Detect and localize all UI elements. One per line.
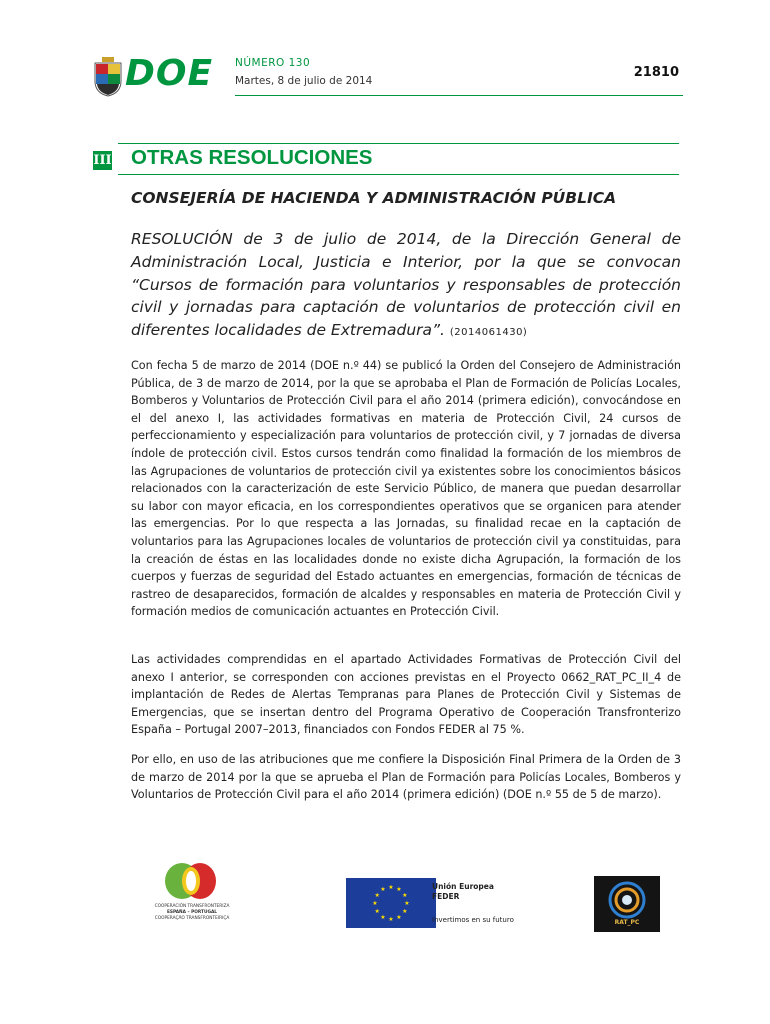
ministry-heading: CONSEJERÍA DE HACIENDA Y ADMINISTRACIÓN PÚBLICA: [131, 189, 617, 207]
eu-label-line2: FEDER: [432, 892, 460, 901]
eu-star: ★: [396, 913, 402, 921]
eu-star: ★: [404, 900, 410, 907]
section-divider-bottom: [118, 174, 679, 175]
eu-label: [432, 882, 494, 902]
coop-text-line2: ESPAÑA – PORTUGAL: [166, 910, 218, 915]
eu-star: ★: [380, 913, 386, 921]
rat-pc-logo: [594, 876, 660, 932]
resolution-title: [131, 228, 681, 345]
eu-star: ★: [402, 892, 408, 899]
eu-star: ★: [374, 892, 380, 899]
coop-text-line1: COOPERACIÓN TRANSFRONTERIZA: [154, 904, 230, 909]
eu-star: ★: [372, 900, 378, 907]
eu-star: ★: [388, 916, 394, 923]
body-paragraph: Con fecha 5 de marzo de 2014 (DOE n.º 44) se publicó la Orden del Consejero de Administración Pública, de 3 de marzo de 2014, por la que se aprobaba el Plan de Formación de Policías Locales, Bomberos y Voluntarios de Protección Civil para el año 2014 (primera edición), convocándose en el del anexo I, las actividades formativas en materia de Protección Civil, 24 cursos de perfeccionamiento y especialización para voluntarios de protección civil, y 7 jornadas de diversa índole de protección civil. Estos cursos tendrán como finalidad la formación de los miembros de las Agrupaciones de voluntarios de protección civil ya existentes sobre los conocimientos básicos relacionados con la caracterización de este Servicio Público, de manera que puedan desarrollar su labor con mayor eficacia, en los correspondientes operativos que se organicen para atender las emergencias. Por lo que respecta a las Jornadas, su finalidad recae en la captación de voluntarios para las Agrupaciones locales de voluntarios de protección civil ya constituidas, para la creación de éstas en las localidades donde no existe dicha Agrupación, la formación de los cuerpos y fuerzas de seguridad del Estado actuantes en emergencias, formación de técnicas de rastreo de desaparecidos, formación de alcaldes y responsables en materia de Protección Civil y formación medios de comunicación actuantes en Protección Civil.: [131, 359, 681, 619]
eu-slogan: Invertimos en su futuro: [432, 916, 514, 924]
body-paragraph: Por ello, en uso de las atribuciones que me confiere la Disposición Final Primera de la Orden de 3 de marzo de 2014 por la que se aprueba el Plan de Formación para Policías Locales, Bomberos y Voluntarios de Protección Civil para el año 2014 (primera edición) (DOE n.º 55 de 5 de marzo).: [131, 753, 681, 802]
cooperation-emblem-icon: [152, 860, 232, 902]
resolution-text: RESOLUCIÓN de 3 de julio de 2014, de la Dirección General de Administración Local, Justicia e Interior, por la que se convocan “Cursos de formación para voluntarios y responsables de protección civil y jornadas para captación de voluntarios de protección civil en diferentes localidades de Extremadura”.: [131, 230, 681, 340]
eu-star: ★: [380, 886, 386, 894]
eu-flag-icon: [346, 878, 436, 928]
eu-star: ★: [388, 884, 394, 891]
coat-of-arms-icon: [93, 57, 123, 97]
header-divider: [235, 95, 683, 96]
eu-star: ★: [396, 886, 402, 894]
resolution-code: (2014061430): [449, 327, 528, 339]
section-heading: [93, 143, 683, 177]
body-paragraph: Las actividades comprendidas en el apartado Actividades Formativas de Protección Civil del anexo I anterior, se corresponden con acciones previstas en el Proyecto 0662_RAT_PC_II_4 de implantación de Redes de Alertas Tempranas para Planes de Protección Civil y Sistemas de Emergencias, que se insertan dentro del Programa Operativo de Cooperación Transfronterizo España – Portugal 2007–2013, financiados con Fondos FEDER al 75 %.: [131, 653, 681, 737]
doe-logo: DOE: [125, 53, 214, 94]
issue-number: NÚMERO 130: [235, 57, 311, 69]
page-header: [93, 55, 683, 100]
section-badge: III: [93, 153, 112, 168]
eu-star: ★: [374, 908, 380, 915]
page-number: 21810: [633, 65, 679, 80]
issue-date: Martes, 8 de julio de 2014: [235, 75, 373, 87]
eu-star: ★: [402, 908, 408, 915]
rat-pc-label: RAT_PC: [614, 919, 640, 926]
eu-label-line1: Unión Europea: [432, 882, 494, 891]
coop-text-line3: COOPERAÇÃO TRANSFRONTEIRIÇA: [154, 916, 230, 921]
section-title: OTRAS RESOLUCIONES: [131, 146, 373, 169]
section-divider-top: [118, 143, 679, 144]
cooperation-logo: [152, 860, 232, 930]
